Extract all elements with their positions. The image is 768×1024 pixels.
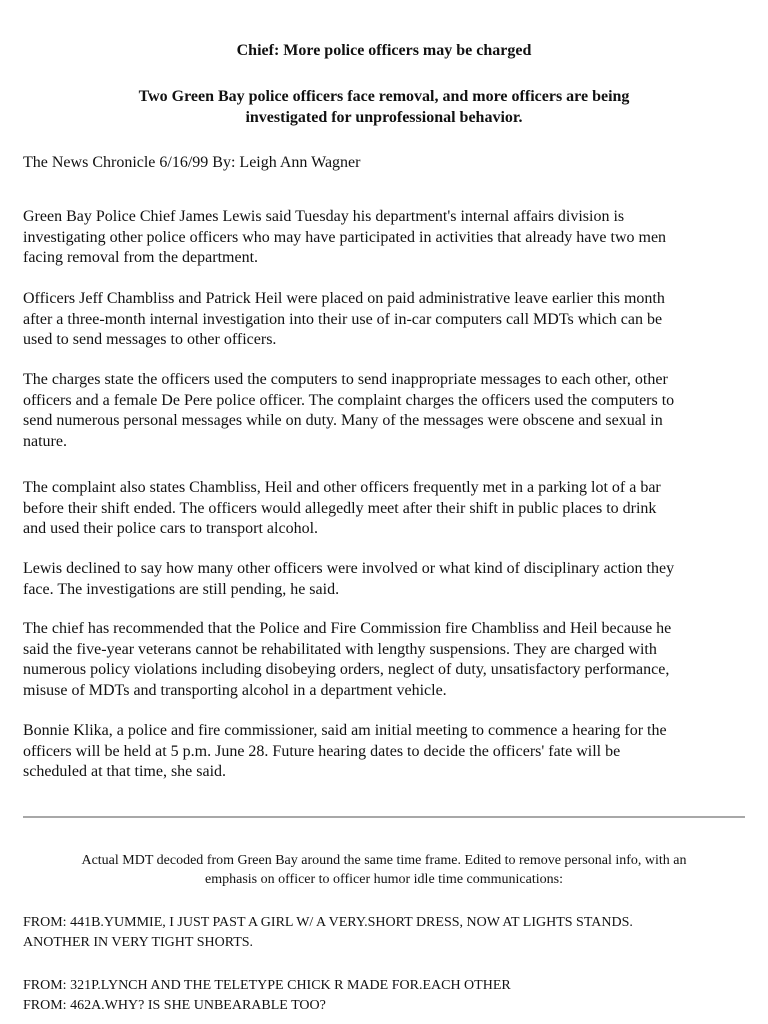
article-paragraph-6: [23, 619, 748, 702]
article-byline: The News Chronicle 6/16/99 By: Leigh Ann Wagner: [23, 154, 361, 171]
paragraph-line: and used their police cars to transport alcohol.: [23, 520, 319, 538]
article-paragraph-5: [23, 559, 748, 600]
article-paragraph-3: [23, 370, 748, 453]
paragraph-line: Bonnie Klika, a police and fire commissioner, said am initial meeting to commence a hearing for the: [23, 722, 667, 739]
mdt-message-block-1: [23, 913, 753, 952]
paragraph-line: before their shift ended. The officers would allegedly meet after their shift in public places to drink: [23, 499, 657, 517]
paragraph-line: nature.: [23, 433, 67, 451]
mdt-message-line: FROM: 462A.WHY? IS SHE UNBEARABLE TOO?: [23, 997, 326, 1013]
subheadline-line: investigated for unprofessional behavior.: [245, 109, 523, 126]
paragraph-line: The chief has recommended that the Police and Fire Commission fire Chambliss and Heil because he: [23, 620, 672, 637]
paragraph-line: used to send messages to other officers.: [23, 331, 277, 349]
article-subheadline: [0, 86, 768, 128]
paragraph-line: The complaint also states Chambliss, Heil and other officers frequently met in a parking lot of a bar: [23, 479, 661, 496]
subheadline-line: Two Green Bay police officers face removal, and more officers are being: [138, 88, 630, 105]
paragraph-line: officers and a female De Pere police officer. The complaint charges the officers used the computers to: [23, 391, 675, 409]
paragraph-line: said the five-year veterans cannot be rehabilitated with lengthy suspensions. They are charged with: [23, 640, 657, 658]
paragraph-line: scheduled at that time, she said.: [23, 763, 227, 781]
paragraph-line: facing removal from the department.: [23, 249, 259, 267]
article-paragraph-4: [23, 478, 748, 540]
paragraph-line: officers will be held at 5 p.m. June 28. Future hearing dates to decide the officers' fate will be: [23, 742, 621, 760]
article-paragraph-2: [23, 289, 748, 351]
paragraph-line: Green Bay Police Chief James Lewis said Tuesday his department's internal affairs division is: [23, 208, 625, 225]
section-divider: [23, 816, 745, 818]
mdt-message-line: FROM: 321P.LYNCH AND THE TELETYPE CHICK R MADE FOR.EACH OTHER: [23, 978, 511, 993]
article-paragraph-7: [23, 721, 748, 783]
mdt-message-block-2: [23, 976, 753, 1015]
paragraph-line: face. The investigations are still pending, he said.: [23, 580, 340, 598]
paragraph-line: misuse of MDTs and transporting alcohol in a department vehicle.: [23, 682, 447, 700]
paragraph-line: The charges state the officers used the computers to send inappropriate messages to each other, other: [23, 371, 668, 388]
mdt-message-line: FROM: 441B.YUMMIE, I JUST PAST A GIRL W/ A VERY.SHORT DRESS, NOW AT LIGHTS STANDS.: [23, 915, 633, 930]
mdt-message-line: ANOTHER IN VERY TIGHT SHORTS.: [23, 934, 254, 950]
mdt-intro-note: [0, 851, 768, 889]
article-paragraph-1: [23, 207, 748, 269]
note-line: Actual MDT decoded from Green Bay around the same time frame. Edited to remove personal info, with an: [81, 853, 687, 868]
paragraph-line: after a three-month internal investigation into their use of in-car computers call MDTs which can be: [23, 310, 663, 328]
note-line: emphasis on officer to officer humor idle time communications:: [205, 872, 563, 887]
paragraph-line: Lewis declined to say how many other officers were involved or what kind of disciplinary action they: [23, 560, 675, 577]
paragraph-line: Officers Jeff Chambliss and Patrick Heil were placed on paid administrative leave earlier this month: [23, 290, 665, 307]
paragraph-line: send numerous personal messages while on duty. Many of the messages were obscene and sexual in: [23, 412, 663, 430]
paragraph-line: numerous policy violations including disobeying orders, neglect of duty, unsatisfactory performance,: [23, 661, 670, 679]
paragraph-line: investigating other police officers who may have participated in activities that already have two men: [23, 228, 667, 246]
article-headline: Chief: More police officers may be charged: [236, 42, 532, 59]
